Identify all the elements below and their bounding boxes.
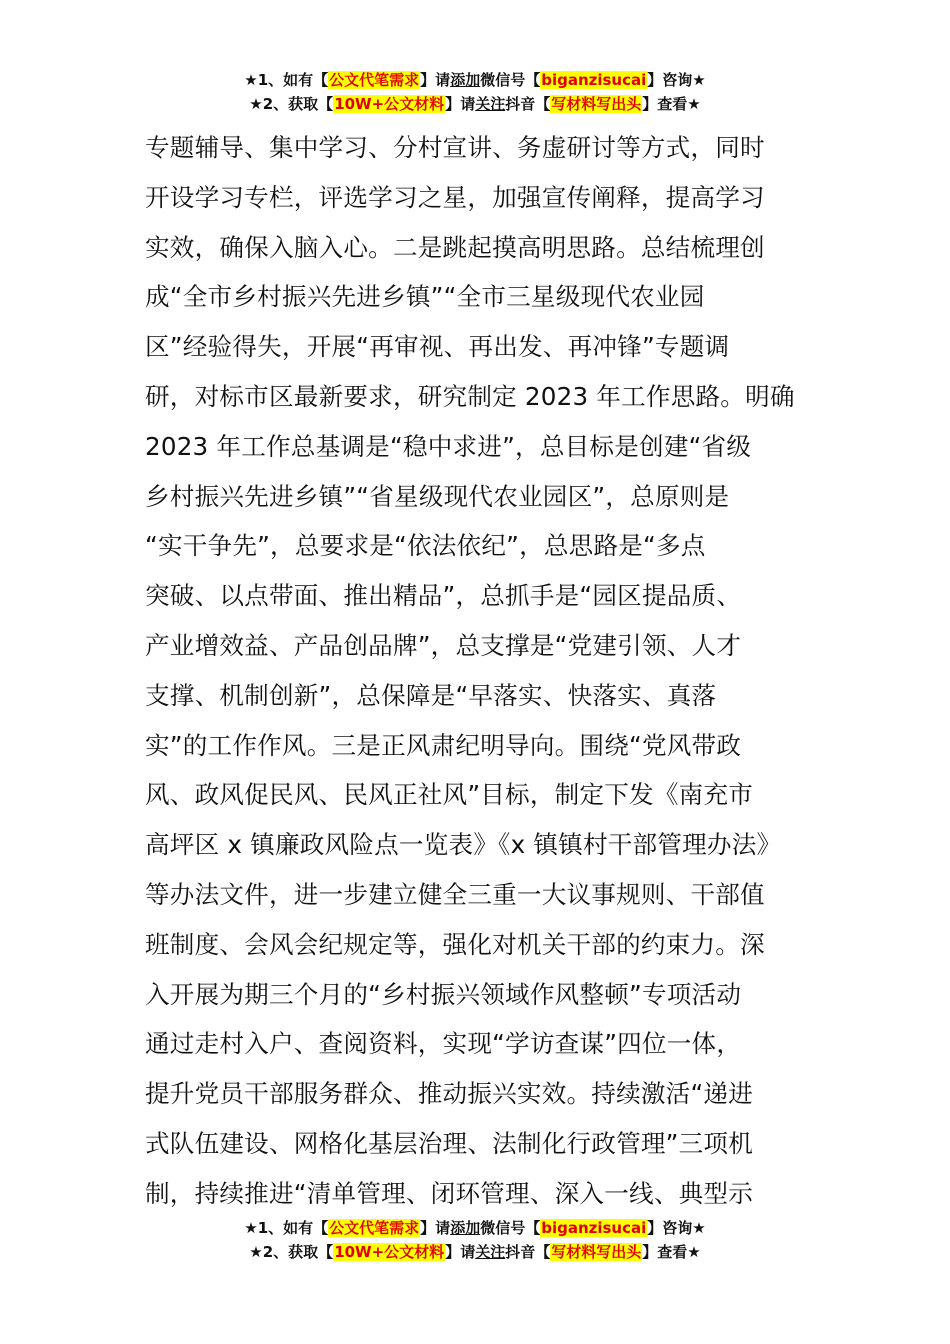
body-line: 成“全市乡村振兴先进乡镇”“全市三星级现代农业园 xyxy=(145,282,705,312)
footer-highlight-materials: 10W+公文材料 xyxy=(334,1243,445,1261)
footer-underlined-follow: 关注 xyxy=(475,1243,506,1261)
body-line: 乡村振兴先进乡镇”“省星级现代农业园区”，总原则是 xyxy=(145,481,730,511)
body-line: 班制度、会风会纪规定等，强化对机关干部的约束力。深 xyxy=(145,929,765,959)
body-line: 通过走村入户、查阅资料，实现“学访查谋”四位一体， xyxy=(145,1029,742,1059)
body-line: 制，持续推进“清单管理、闭环管理、深入一线、典型示 xyxy=(145,1178,753,1208)
body-line: 产业增效益、产品创品牌”，总支撑是“党建引领、人才 xyxy=(145,630,742,660)
header-underlined-add: 添加 xyxy=(450,71,481,89)
header-line-1-suffix: 】咨询★ xyxy=(647,71,706,89)
body-line: 入开展为期三个月的“乡村振兴领域作风整顿”专项活动 xyxy=(145,979,742,1009)
header-line-2-suffix: 】查看★ xyxy=(642,95,701,113)
footer-banner xyxy=(0,1216,950,1264)
footer-line-2-suffix: 】查看★ xyxy=(642,1243,701,1261)
body-line: 专题辅导、集中学习、分村宣讲、务虚研讨等方式，同时 xyxy=(145,133,765,162)
body-line: 区”经验得失，开展“再审视、再出发、再冲锋”专题调 xyxy=(145,332,730,362)
body-line: 开设学习专栏，评选学习之星，加强宣传阐释，提高学习 xyxy=(145,182,765,212)
header-douyin-account: 写材料写出头 xyxy=(551,95,642,113)
body-line: 高坪区 x 镇廉政风险点一览表》《x 镇镇村干部管理办法》 xyxy=(145,830,782,860)
header-highlight-materials: 10W+公文材料 xyxy=(334,95,445,113)
body-line: “实干争先”，总要求是“依法依纪”，总思路是“多点 xyxy=(145,531,706,561)
header-line-1-text: 】请 xyxy=(420,71,451,89)
footer-line-1-suffix: 】咨询★ xyxy=(647,1219,706,1237)
document-body xyxy=(145,123,805,1219)
footer-line-2-douyin-label: 抖音【 xyxy=(505,1243,551,1261)
header-line-2 xyxy=(0,92,950,116)
body-line: 等办法文件，进一步建立健全三重一大议事规则、干部值 xyxy=(145,879,765,909)
header-banner xyxy=(0,68,950,116)
header-wechat-id: biganzisucai xyxy=(541,71,647,89)
body-line: 式队伍建设、网格化基层治理、法制化行政管理”三项机 xyxy=(145,1128,753,1158)
body-line: 风、政风促民风、民风正社风”目标，制定下发《南充市 xyxy=(145,780,753,810)
body-line: 支撑、机制创新”，总保障是“早落实、快落实、真落 xyxy=(145,680,717,710)
footer-highlight-ghostwriting: 公文代笔需求 xyxy=(329,1219,420,1237)
footer-douyin-account: 写材料写出头 xyxy=(551,1243,642,1261)
body-line: 研，对标市区最新要求，研究制定 2023 年工作思路。明确 xyxy=(145,381,795,411)
header-line-1 xyxy=(0,68,950,92)
header-line-1-wechat-label: 微信号【 xyxy=(480,71,541,89)
body-line: 提升党员干部服务群众、推动振兴实效。持续激活“递进 xyxy=(145,1079,753,1109)
header-underlined-follow: 关注 xyxy=(475,95,506,113)
header-highlight-ghostwriting: 公文代笔需求 xyxy=(329,71,420,89)
body-line: 实”的工作作风。三是正风肃纪明导向。围绕“党风带政 xyxy=(145,730,742,760)
footer-line-2-text: 】请 xyxy=(445,1243,476,1261)
body-line: 2023 年工作总基调是“稳中求进”，总目标是创建“省级 xyxy=(145,431,752,461)
footer-line-1 xyxy=(0,1216,950,1240)
footer-line-1-wechat-label: 微信号【 xyxy=(480,1219,541,1237)
footer-line-1-text: 】请 xyxy=(420,1219,451,1237)
footer-line-2 xyxy=(0,1240,950,1264)
header-line-1-prefix: ★1、如有【 xyxy=(244,71,329,89)
body-line: 突破、以点带面、推出精品”，总抓手是“园区提品质、 xyxy=(145,581,742,611)
footer-line-2-prefix: ★2、获取【 xyxy=(249,1243,334,1261)
body-line: 实效，确保入脑入心。二是跳起摸高明思路。总结梳理创 xyxy=(145,232,765,262)
footer-line-1-prefix: ★1、如有【 xyxy=(244,1219,329,1237)
header-line-2-text: 】请 xyxy=(445,95,476,113)
footer-underlined-add: 添加 xyxy=(450,1219,481,1237)
header-line-2-douyin-label: 抖音【 xyxy=(505,95,551,113)
header-line-2-prefix: ★2、获取【 xyxy=(249,95,334,113)
footer-wechat-id: biganzisucai xyxy=(541,1219,647,1237)
